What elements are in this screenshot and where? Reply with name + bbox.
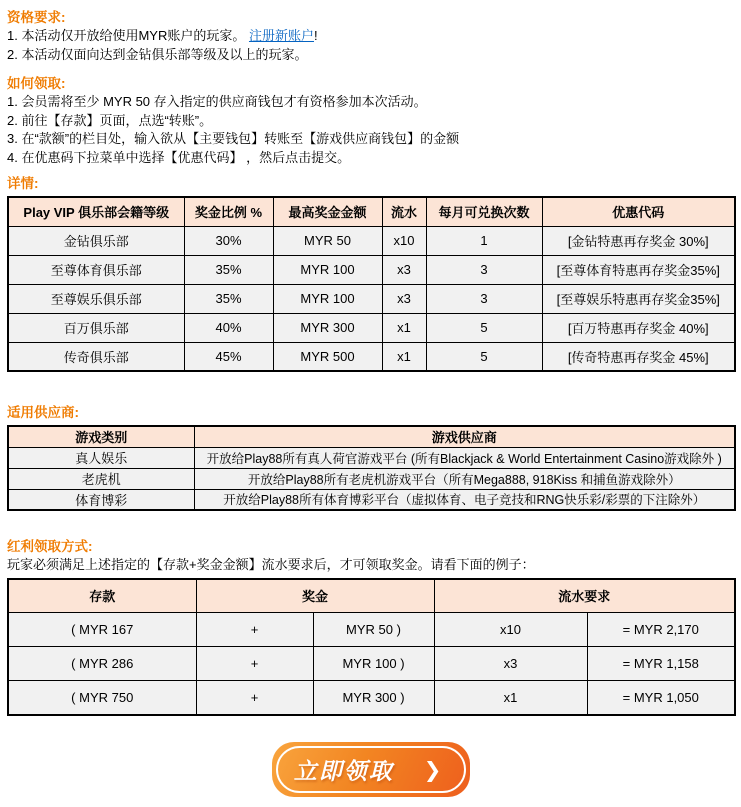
cell-bonus: MYR 300 ) xyxy=(313,681,434,715)
cell-plus: + xyxy=(196,681,313,715)
section-details xyxy=(7,175,734,372)
section-how-to-claim xyxy=(7,75,734,167)
eligibility-heading: 资格要求: xyxy=(7,10,66,25)
cell-tier: 金钻俱乐部 xyxy=(8,226,184,255)
details-col-promo-code: 优惠代码 xyxy=(542,197,735,226)
cell-tier: 百万俱乐部 xyxy=(8,313,184,342)
table-row xyxy=(8,681,735,715)
providers-col-provider: 游戏供应商 xyxy=(194,426,735,447)
cell-turnover: x10 xyxy=(382,226,426,255)
cell-bonus-pct: 45% xyxy=(184,342,273,371)
cell-total: = MYR 2,170 xyxy=(587,613,735,647)
cell-bonus-pct: 30% xyxy=(184,226,273,255)
eligibility-line-1 xyxy=(7,27,734,46)
cell-turnover: x3 xyxy=(382,255,426,284)
bonus-claim-description: 玩家必须满足上述指定的【存款+奖金金额】流水要求后，才可领取奖金。请看下面的例子： xyxy=(7,557,535,572)
cta-area xyxy=(7,742,734,807)
providers-heading: 适用供应商: xyxy=(7,405,79,420)
cell-turnover: x1 xyxy=(382,342,426,371)
eligibility-line-1-text: 1. 本活动仅开放给使用MYR账户的玩家。 xyxy=(7,28,249,43)
how-to-claim-step-4: 4. 在优惠码下拉菜单中选择【优惠代码】 ，然后点击提交。 xyxy=(7,149,351,165)
details-heading: 详情: xyxy=(7,176,39,191)
how-to-claim-step-3: 3. 在“款额”的栏目处，输入欲从【主要钱包】转账至【游戏供应商钱包】的金额 xyxy=(7,131,460,146)
cell-total: = MYR 1,050 xyxy=(587,681,735,715)
cell-multiplier: x10 xyxy=(434,613,587,647)
cell-bonus: MYR 50 ) xyxy=(313,613,434,647)
table-row xyxy=(8,489,735,510)
cell-provider: 开放给Play88所有老虎机游戏平台（所有Mega888, 918Kiss 和捕鱼游戏除外） xyxy=(194,468,735,489)
cell-monthly-redeem: 5 xyxy=(426,313,542,342)
bonus-claim-heading: 红利领取方式: xyxy=(7,539,93,554)
details-table xyxy=(7,196,736,372)
eligibility-line-2: 2. 本活动仅面向达到金钻俱乐部等级及以上的玩家。 xyxy=(7,46,308,62)
cell-monthly-redeem: 1 xyxy=(426,226,542,255)
cell-plus: + xyxy=(196,613,313,647)
cell-provider: 开放给Play88所有真人荷官游戏平台 (所有Blackjack & World Entertainment Casino游戏除外 ) xyxy=(194,447,735,468)
providers-table xyxy=(7,425,736,511)
cell-multiplier: x3 xyxy=(434,647,587,681)
section-providers xyxy=(7,404,734,511)
details-col-max-bonus: 最高奖金金额 xyxy=(273,197,382,226)
bonus-example-table xyxy=(7,578,736,716)
details-header-row xyxy=(8,197,735,226)
cell-max-bonus: MYR 50 xyxy=(273,226,382,255)
table-row xyxy=(8,226,735,255)
cell-promo-code: [至尊体育特惠再存奖金35%] xyxy=(542,255,735,284)
cell-category: 老虎机 xyxy=(8,468,194,489)
bonus-col-turnover-req: 流水要求 xyxy=(434,579,735,613)
cell-promo-code: [至尊娱乐特惠再存奖金35%] xyxy=(542,284,735,313)
claim-now-label: 立即领取 xyxy=(293,757,394,784)
table-row xyxy=(8,342,735,371)
register-new-account-link[interactable]: 注册新账户 xyxy=(248,28,314,43)
cell-provider: 开放给Play88所有体育博彩平台（虚拟体育、电子竞技和RNG快乐彩/彩票的下注除外） xyxy=(194,489,735,510)
table-row xyxy=(8,468,735,489)
details-col-tier: Play VIP 俱乐部会籍等级 xyxy=(8,197,184,226)
cell-monthly-redeem: 5 xyxy=(426,342,542,371)
cell-bonus: MYR 100 ) xyxy=(313,647,434,681)
cell-tier: 至尊娱乐俱乐部 xyxy=(8,284,184,313)
cell-max-bonus: MYR 100 xyxy=(273,284,382,313)
table-row xyxy=(8,255,735,284)
cell-max-bonus: MYR 500 xyxy=(273,342,382,371)
how-to-claim-heading: 如何领取: xyxy=(7,76,66,91)
section-bonus-claim xyxy=(7,538,734,716)
claim-now-button[interactable] xyxy=(272,742,470,797)
cell-total: = MYR 1,158 xyxy=(587,647,735,681)
how-to-claim-step-1: 1. 会员需将至少 MYR 50 存入指定的供应商钱包才有资格参加本次活动。 xyxy=(7,94,427,109)
cell-deposit: ( MYR 750 xyxy=(8,681,196,715)
table-row xyxy=(8,447,735,468)
cell-max-bonus: MYR 100 xyxy=(273,255,382,284)
cell-plus: + xyxy=(196,647,313,681)
cell-promo-code: [传奇特惠再存奖金 45%] xyxy=(542,342,735,371)
cell-category: 体育博彩 xyxy=(8,489,194,510)
cell-tier: 传奇俱乐部 xyxy=(8,342,184,371)
cell-bonus-pct: 35% xyxy=(184,284,273,313)
cell-monthly-redeem: 3 xyxy=(426,255,542,284)
details-col-turnover: 流水 xyxy=(382,197,426,226)
table-row xyxy=(8,647,735,681)
cell-monthly-redeem: 3 xyxy=(426,284,542,313)
table-row xyxy=(8,613,735,647)
cell-bonus-pct: 40% xyxy=(184,313,273,342)
section-eligibility xyxy=(7,9,734,64)
providers-col-category: 游戏类别 xyxy=(8,426,194,447)
bonus-col-bonus: 奖金 xyxy=(196,579,434,613)
how-to-claim-step-2: 2. 前往【存款】页面，点选“转账”。 xyxy=(7,112,213,128)
details-col-bonus-pct: 奖金比例 % xyxy=(184,197,273,226)
details-col-monthly-redeem: 每月可兑换次数 xyxy=(426,197,542,226)
cell-promo-code: [百万特惠再存奖金 40%] xyxy=(542,313,735,342)
cell-multiplier: x1 xyxy=(434,681,587,715)
cell-max-bonus: MYR 300 xyxy=(273,313,382,342)
cell-deposit: ( MYR 167 xyxy=(8,613,196,647)
bonus-header-row xyxy=(8,579,735,613)
table-row xyxy=(8,313,735,342)
table-row xyxy=(8,284,735,313)
cell-turnover: x3 xyxy=(382,284,426,313)
cell-bonus-pct: 35% xyxy=(184,255,273,284)
eligibility-line-1-suffix: ! xyxy=(313,28,318,43)
cell-turnover: x1 xyxy=(382,313,426,342)
cell-category: 真人娱乐 xyxy=(8,447,194,468)
cell-deposit: ( MYR 286 xyxy=(8,647,196,681)
bonus-col-deposit: 存款 xyxy=(8,579,196,613)
cell-tier: 至尊体育俱乐部 xyxy=(8,255,184,284)
cell-promo-code: [金钻特惠再存奖金 30%] xyxy=(542,226,735,255)
providers-header-row xyxy=(8,426,735,447)
chevron-right-icon: ❯ xyxy=(423,758,442,782)
